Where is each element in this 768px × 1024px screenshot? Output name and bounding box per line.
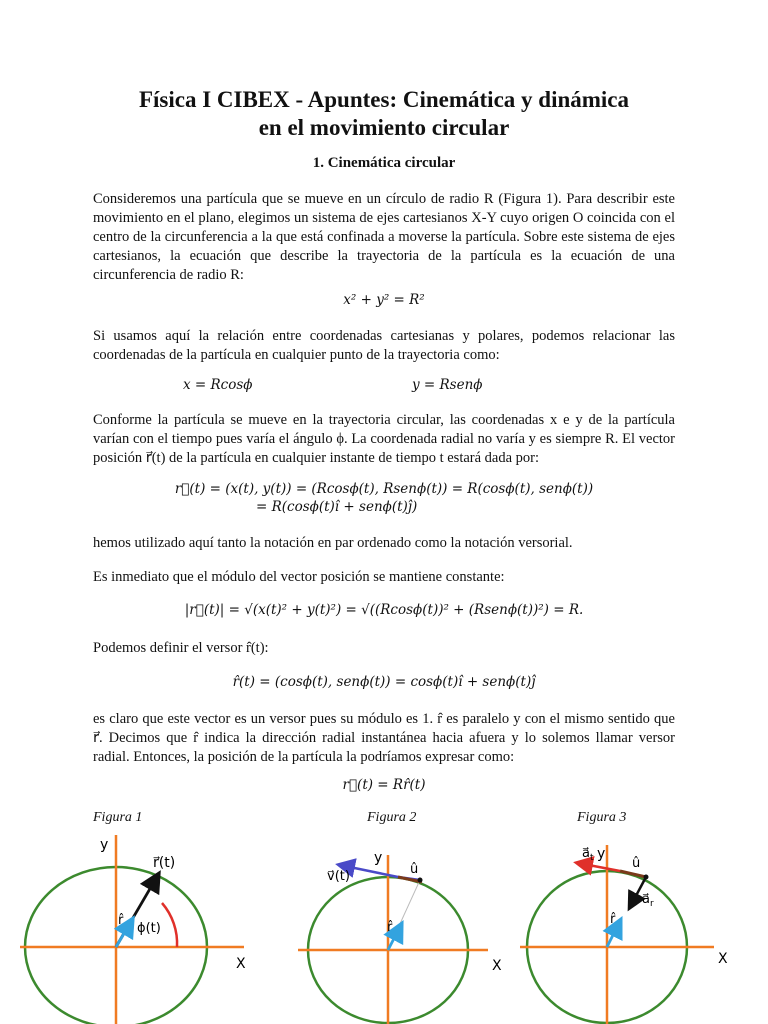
figure-2-diagram [298,835,508,1024]
equation-r-line-1: r⃗(t) = (x(t), y(t)) = (Rcosϕ(t), Rsenϕ(t)) = R(cosϕ(t), senϕ(t)) [174,481,594,497]
paragraph-5: Es inmediato que el módulo del vector posición se mantiene constante: [93,569,505,585]
tangent-versor-label: û [410,862,419,877]
x-axis-label: X [492,958,502,974]
tangential-acceleration-label: $a⃗_t$ [582,846,594,863]
figure-3-diagram [520,835,748,1024]
phi-label: ϕ(t) [137,921,161,936]
paragraph-1: Consideremos una partícula que se mueve en un círculo de radio R (Figura 1). Para describir este movimiento en el plano, elegimos un sistema de ejes cartesianos X-Y cuyo origen O coincida con el centro de la circunferencia a la que está confinada a moverse la partícula. Sobre este sistema de ejes cartesianos, la ecuación que describe la trayectoria de la partícula es la ecuación de una circunferencia de radio R: [93,191,675,283]
equation-versor: r̂(t) = (cosϕ(t), senϕ(t)) = cosϕ(t)î + senϕ(t)ĵ [232,674,536,690]
paragraph-2: Si usamos aquí la relación entre coordenadas cartesianas y polares, podemos relacionar las coordenadas de la partícula en cualquier punto de la trayectoria como: [93,328,675,363]
particle-point [644,875,649,880]
radial-versor-label: r̂ [118,913,124,928]
tangent-versor-label: û [632,856,641,871]
x-axis-label: X [718,951,728,967]
equation-position: r⃗(t) = Rr̂(t) [342,777,426,793]
title-line-1: Física I CIBEX - Apuntes: Cinemática y dinámica [138,87,630,112]
position-vector-label: r⃗(t) [153,855,176,871]
document-title [60,86,708,142]
paragraph-7: es claro que este vector es un versor pues su módulo es 1. r̂ es paralelo y con el mismo sentido que r⃗. Decimos que r̂ indica la dirección radial instantánea hacia afuera y lo solemos llamar versor radial. Entonces, la posición de la partícula la podríamos expresar como: [93,711,675,765]
equation-r-line-2: = R(cosϕ(t)î + senϕ(t)ĵ) [256,499,418,515]
y-axis-label: y [100,837,109,853]
velocity-label: v⃗(t) [327,869,350,884]
y-axis-label: y [374,850,383,866]
equation-x: x = Rcosϕ [183,377,253,393]
phi-arc [162,903,177,947]
y-axis-label: y [597,846,606,862]
equation-modulus: |r⃗(t)| = √(x(t)² + y(t)²) = √((Rcosϕ(t))² + (Rsenϕ(t))²) = R. [184,602,584,618]
figure-1-caption: Figura 1 [93,810,143,825]
particle-point [418,878,423,883]
equation-circle: x² + y² = R² [343,292,425,308]
tangential-acceleration-arrow [578,863,620,871]
radial-versor-label: r̂ [610,912,616,927]
x-axis-label: X [236,956,246,972]
radial-acceleration-label: $a⃗_r$ [642,892,654,909]
figure-1-diagram [20,835,260,1024]
figure-3-caption: Figura 3 [577,810,627,825]
section-heading: 1. Cinemática circular [312,155,456,171]
paragraph-4: hemos utilizado aquí tanto la notación en par ordenado como la notación versorial. [93,535,573,551]
figure-2-caption: Figura 2 [367,810,417,825]
equation-y: y = Rsenϕ [412,377,483,393]
radial-versor-label: r̂ [387,920,393,935]
paragraph-6: Podemos definir el versor r̂(t): [93,640,269,656]
title-line-2: en el movimiento circular [258,115,510,140]
paragraph-3: Conforme la partícula se mueve en la trayectoria circular, las coordenadas x e y de la partícula varían con el tiempo pues varía el ángulo ϕ. La coordenada radial no varía y es siempre R. El vector posición r⃗(t) de la partícula en cualquier instante de tiempo t estará dada por: [93,412,675,466]
